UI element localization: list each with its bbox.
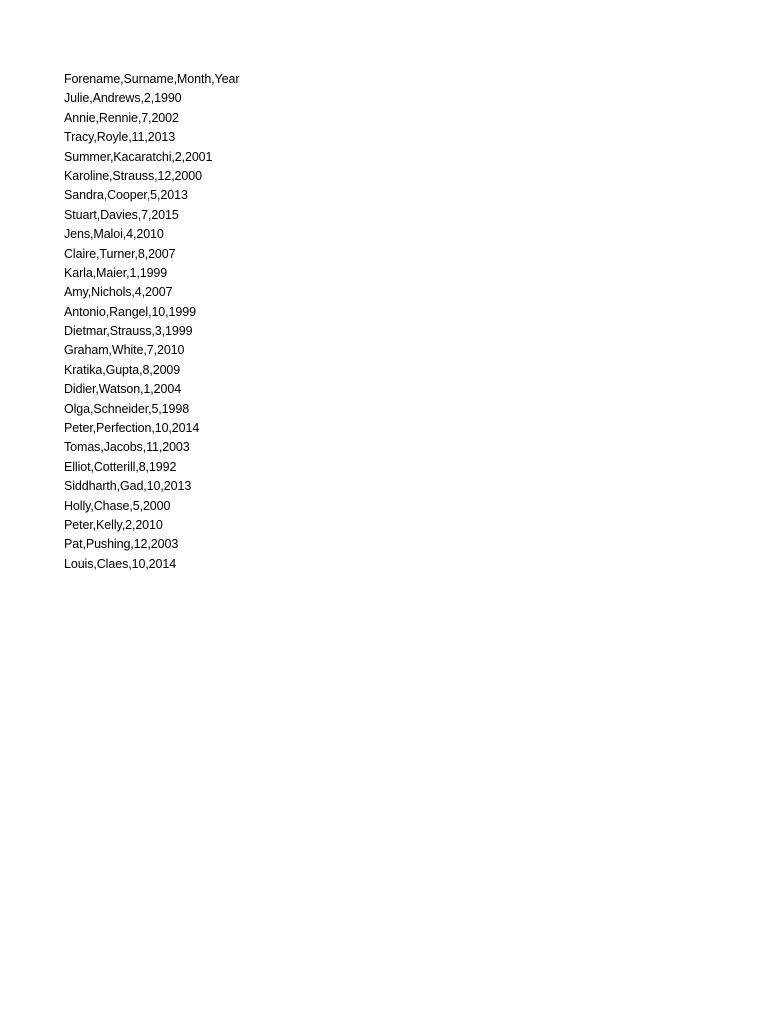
csv-line: Annie,Rennie,7,2002 [64, 110, 179, 125]
csv-line: Graham,White,7,2010 [64, 343, 185, 358]
csv-line: Olga,Schneider,5,1998 [64, 401, 190, 416]
csv-line: Siddharth,Gad,10,2013 [64, 479, 192, 494]
csv-line: Pat,Pushing,12,2003 [64, 537, 179, 552]
csv-line: Dietmar,Strauss,3,1999 [64, 324, 193, 339]
csv-line: Tracy,Royle,11,2013 [64, 130, 176, 145]
csv-line: Louis,Claes,10,2014 [64, 556, 177, 571]
csv-line: Didier,Watson,1,2004 [64, 382, 182, 397]
csv-line: Jens,Maloi,4,2010 [64, 227, 164, 242]
csv-line: Peter,Kelly,2,2010 [64, 517, 163, 532]
csv-line: Amy,Nichols,4,2007 [64, 285, 173, 300]
csv-line: Summer,Kacaratchi,2,2001 [64, 149, 213, 164]
csv-line: Karla,Maier,1,1999 [64, 265, 168, 280]
csv-header-line: Forename,Surname,Month,Year [64, 72, 240, 86]
csv-line: Stuart,Davies,7,2015 [64, 207, 179, 222]
csv-line: Karoline,Strauss,12,2000 [64, 168, 202, 183]
csv-line: Peter,Perfection,10,2014 [64, 421, 200, 436]
csv-line: Sandra,Cooper,5,2013 [64, 188, 188, 203]
csv-line: Elliot,Cotterill,8,1992 [64, 459, 177, 474]
csv-line: Holly,Chase,5,2000 [64, 498, 171, 513]
csv-line: Tomas,Jacobs,11,2003 [64, 440, 190, 455]
csv-line: Kratika,Gupta,8,2009 [64, 362, 181, 377]
csv-line: Julie,Andrews,2,1990 [64, 91, 182, 106]
csv-text-block [64, 70, 239, 574]
csv-line: Antonio,Rangel,10,1999 [64, 304, 196, 319]
csv-line: Claire,Turner,8,2007 [64, 246, 176, 261]
